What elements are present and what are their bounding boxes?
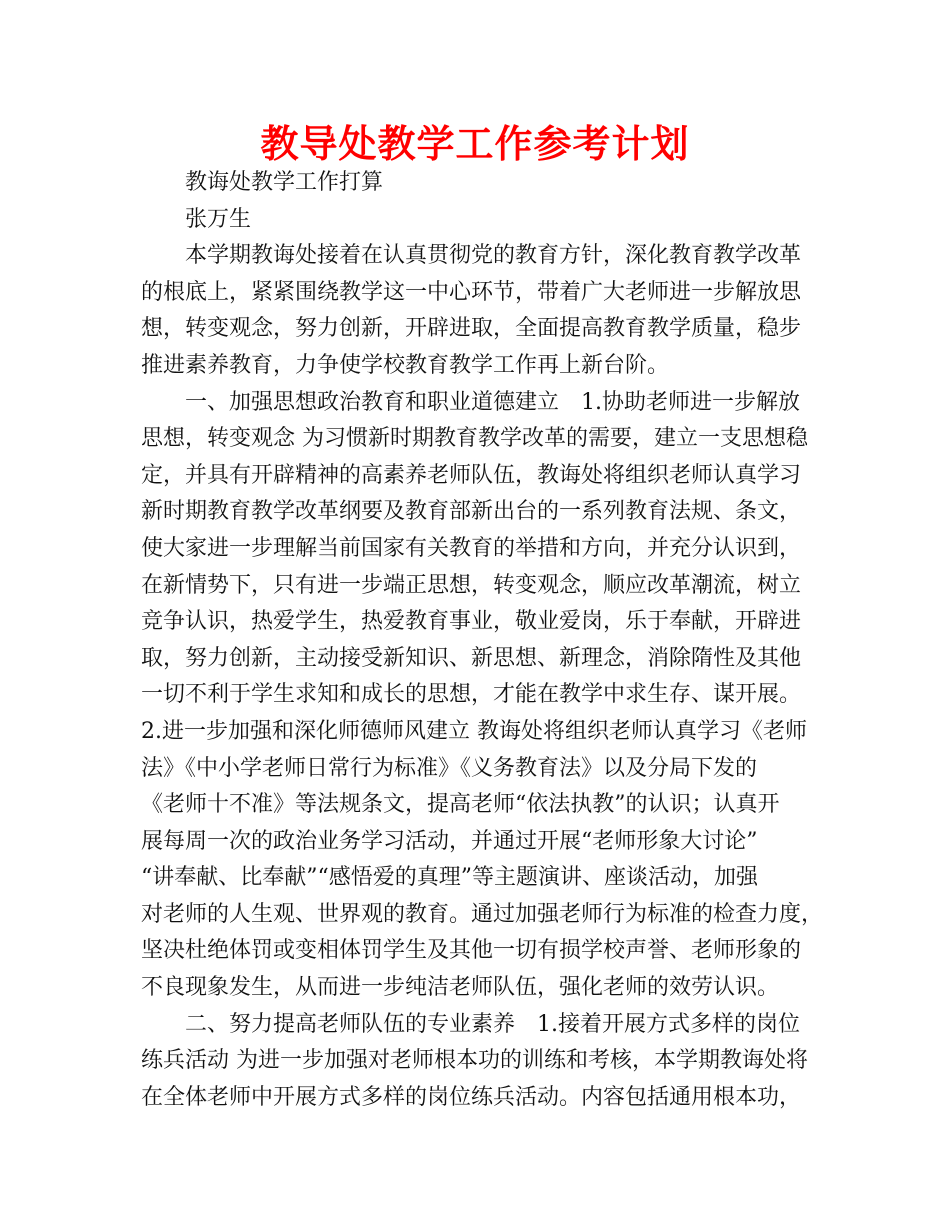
body-line: 不良现象发生，从而进一步纯洁老师队伍，强化老师的效劳认识。: [141, 975, 780, 1001]
body-line: 想，转变观念，努力创新，开辟进取，全面提高教育教学质量，稳步: [141, 316, 802, 342]
body-line: 使大家进一步理解当前国家有关教育的举措和方向，并充分认识到，: [141, 535, 802, 561]
body-line: 思想，转变观念 为习惯新时期教育教学改革的需要，建立一支思想稳: [141, 426, 808, 452]
body-line: 展每周一次的政治业务学习活动，并通过开展“老师形象大讨论”: [141, 828, 758, 854]
body-line: 一切不利于学生求知和成长的思想，才能在教学中求生存、谋开展。: [141, 682, 802, 708]
body-line: 竞争认识，热爱学生，热爱教育事业，敬业爱岗，乐于奉献，开辟进: [141, 609, 802, 635]
body-line: 的根底上，紧紧围绕教学这一中心环节，带着广大老师进一步解放思: [141, 279, 802, 305]
document-body: [141, 165, 824, 1116]
body-line: 张万生: [185, 206, 252, 232]
body-line: 对老师的人生观、世界观的教育。通过加强老师行为标准的检查力度，: [141, 901, 824, 927]
body-line: 取，努力创新，主动接受新知识、新思想、新理念，消除隋性及其他: [141, 645, 802, 671]
body-line: 坚决杜绝体罚或变相体罚学生及其他一切有损学校声誉、老师形象的: [141, 938, 802, 964]
body-line: 在新情势下，只有进一步端正思想，转变观念，顺应改革潮流，树立: [141, 572, 802, 598]
body-line: 本学期教诲处接着在认真贯彻党的教育方针，深化教育教学改革: [185, 243, 802, 269]
body-line: “讲奉献、比奉献”“感悟爱的真理”等主题演讲、座谈活动，加强: [141, 865, 758, 891]
body-line: 法》《中小学老师日常行为标准》《义务教育法》以及分局下发的: [141, 755, 758, 781]
body-line: 在全体老师中开展方式多样的岗位练兵活动。内容包括通用根本功，: [141, 1084, 802, 1110]
body-line: 练兵活动 为进一步加强对老师根本功的训练和考核，本学期教诲处将: [141, 1048, 808, 1074]
body-line: 二、努力提高老师队伍的专业素养 1.接着开展方式多样的岗位: [185, 1011, 800, 1037]
body-line: 2.进一步加强和深化师德师风建立 教诲处将组织老师认真学习《老师: [141, 718, 807, 744]
body-line: 《老师十不准》等法规条文，提高老师“依法执教”的认识；认真开: [141, 792, 780, 818]
body-line: 一、加强思想政治教育和职业道德建立 1.协助老师进一步解放: [185, 389, 800, 415]
document-title: 教导处教学工作参考计划: [260, 122, 690, 166]
body-line: 教诲处教学工作打算: [185, 170, 384, 195]
body-line: 定，并具有开辟精神的高素养老师队伍，教诲处将组织老师认真学习: [141, 462, 802, 488]
body-line: 推进素养教育，力争使学校教育教学工作再上新台阶。: [141, 352, 670, 378]
body-line: 新时期教育教学改革纲要及教育部新出台的一系列教育法规、条文，: [141, 499, 802, 525]
